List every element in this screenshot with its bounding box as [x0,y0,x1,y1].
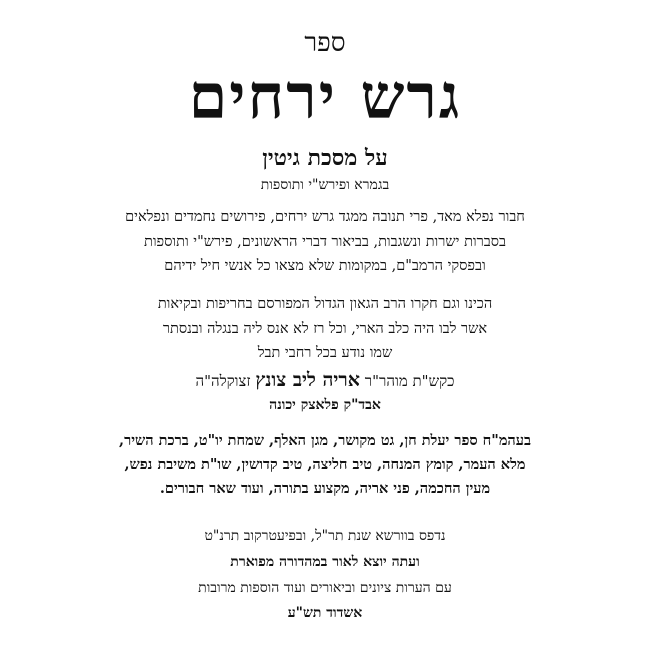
author-line [40,371,610,390]
author-intro-line: אשר לבו היה כלב הארי, וכל רז לא אנס ליה בנגלה ובנסתר [162,321,488,337]
author-position: אבד"ק פלאצק יכונה [269,397,381,413]
other-works-line: בעהמ"ח ספר יעלת חן, גט מקושר, מגן האלף, שמחת יו"ט, ברכת השיר, [119,432,531,449]
book-subtitle-secondary: בגמרא ופירש"י ותוספות [260,177,390,193]
author-name: אריה ליב צונץ [255,369,360,391]
description-line: בסברות ישרות ונשגבות, בביאור דברי הראשונים, פירש"י ותוספות [144,234,506,250]
book-subtitle: על מסכת גיטין [262,145,388,171]
additions-line: עם הערות ציונים וביאורים ועוד הוספות מרובות [198,580,452,596]
author-suffix: זצוקלה"ה [195,372,251,390]
new-edition-line: ועתה יוצא לאור במהדורה מפוארת [230,554,420,570]
author-intro-line: הכינו וגם חקרו הרב הגאון הגדול המפורסם בחריפות ובקיאות [157,296,493,312]
description-line: ובפסקי הרמב"ם, במקומות שלא מצאו כל אנשי חיל ידיהם [164,258,486,274]
other-works-line: מעין החכמה, פני אריה, מקצוע בתורה, ועוד שאר חבורים. [159,480,491,497]
author-intro-line: שמו נודע בכל רחבי תבל [257,345,393,361]
publication-place-year: אשדוד תש"ע [287,605,363,621]
author-prefix: כקש"ת מוהר"ר [364,372,455,390]
sefer-label: ספר [304,28,346,58]
printing-history-line: נדפס בוורשא שנת תר"ל, ובפיעטרקוב תרנ"ט [204,528,446,544]
book-title: גרש ירחים [188,60,462,133]
description-line: חבור נפלא מאד, פרי תנובה ממגד גרש ירחים, פירושים נחמדים ונפלאים [125,209,525,225]
other-works-line: מלא העמר, קומץ המנחה, טיב חליצה, טיב קדושין, שו"ת משיבת נפש, [124,456,526,473]
